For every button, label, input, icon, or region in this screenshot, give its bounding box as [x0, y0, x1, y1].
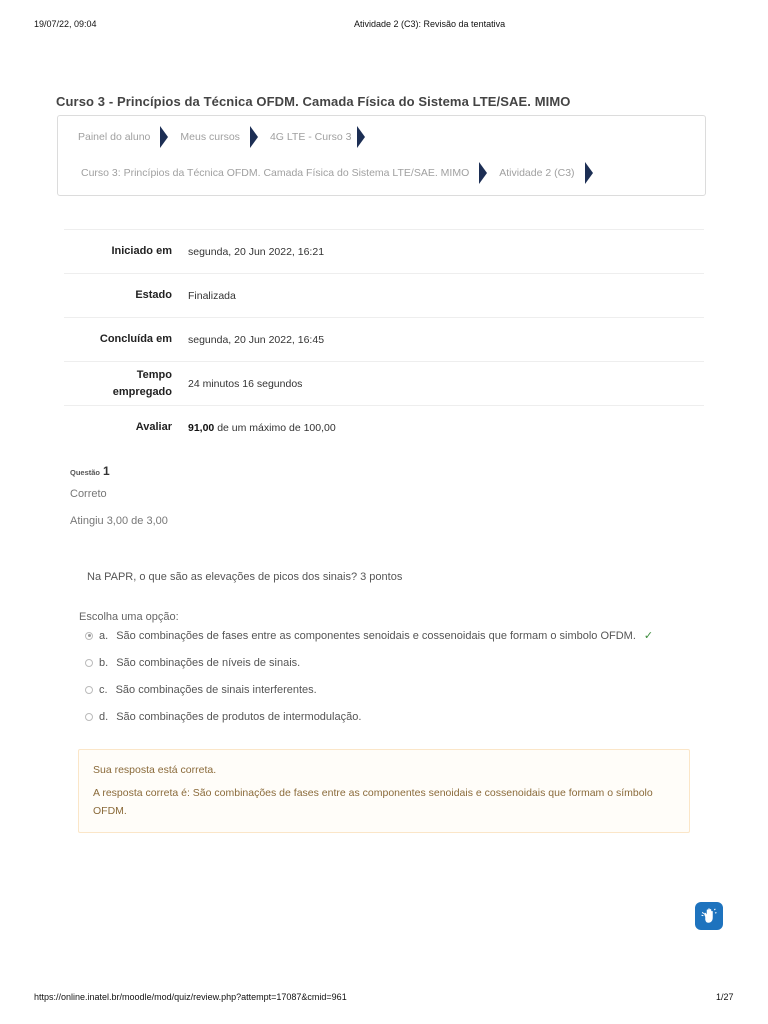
summary-label: Iniciado em — [111, 245, 172, 257]
accessibility-button[interactable] — [695, 902, 723, 930]
summary-value: 24 minutos 16 segundos — [188, 377, 303, 390]
question-state: Correto — [70, 488, 107, 500]
summary-label — [64, 367, 172, 401]
summary-row-completed — [64, 317, 704, 361]
option-letter: c. — [99, 684, 108, 696]
answer-option-b[interactable] — [85, 657, 300, 669]
summary-label: Concluída em — [99, 333, 172, 345]
feedback-correct-answer: A resposta correta é: São combinações de fases entre as componentes senoidais e cossenoidais que formam o símbolo OFDM. — [93, 787, 653, 817]
summary-row-grade — [64, 405, 704, 449]
summary-label-line: Tempo — [136, 368, 172, 381]
question-grade: Atingiu 3,00 de 3,00 — [70, 515, 168, 527]
grade-score: 91,00 — [188, 421, 215, 434]
hand-sign-language-icon — [700, 907, 718, 925]
breadcrumb-link-my-courses[interactable]: Meus cursos — [180, 131, 240, 143]
answer-option-d[interactable] — [85, 711, 361, 723]
option-text: São combinações de fases entre as componentes senoidais e cossenoidais que formam o simbolo OFDM. — [116, 629, 636, 642]
breadcrumb-link-course[interactable]: Curso 3: Princípios da Técnica OFDM. Camada Física do Sistema LTE/SAE. MIMO — [81, 167, 470, 179]
option-text: São combinações de níveis de sinais. — [116, 657, 301, 669]
option-text: São combinações de sinais interferentes. — [115, 684, 317, 696]
radio-icon[interactable] — [85, 713, 93, 721]
breadcrumb-link-course-category[interactable]: 4G LTE - Curso 3 — [269, 131, 352, 143]
radio-icon[interactable] — [85, 686, 93, 694]
question-number: 1 — [103, 464, 110, 478]
breadcrumb — [57, 115, 706, 196]
answer-option-c[interactable] — [85, 684, 317, 696]
breadcrumb-separator-icon — [585, 162, 593, 184]
summary-label: Estado — [135, 289, 172, 301]
summary-row-state — [64, 273, 704, 317]
radio-selected-icon[interactable] — [85, 632, 93, 640]
option-letter: a. — [99, 629, 109, 642]
breadcrumb-link-dashboard[interactable]: Painel do aluno — [78, 131, 151, 143]
breadcrumb-separator-icon — [479, 162, 487, 184]
breadcrumb-separator-icon — [250, 126, 258, 148]
summary-row-started — [64, 229, 704, 273]
question-info — [70, 462, 110, 480]
option-text: São combinações de produtos de intermodulação. — [116, 711, 362, 723]
answer-option-a[interactable] — [85, 629, 653, 642]
summary-value: Finalizada — [188, 289, 236, 302]
summary-label: Avaliar — [135, 421, 172, 433]
feedback-box — [78, 749, 690, 833]
course-title: Curso 3 - Princípios da Técnica OFDM. Camada Física do Sistema LTE/SAE. MIMO — [56, 94, 571, 109]
feedback-status: Sua resposta está correta. — [93, 764, 217, 776]
radio-icon[interactable] — [85, 659, 93, 667]
question-text: Na PAPR, o que são as elevações de picos dos sinais? 3 pontos — [87, 571, 403, 583]
print-page-title: Atividade 2 (C3): Revisão da tentativa — [354, 19, 506, 29]
print-datetime: 19/07/22, 09:04 — [34, 19, 97, 29]
option-letter: b. — [99, 657, 109, 669]
breadcrumb-link-activity[interactable]: Atividade 2 (C3) — [499, 167, 575, 179]
print-page-number: 1/27 — [716, 992, 734, 1002]
summary-value: segunda, 20 Jun 2022, 16:45 — [188, 333, 325, 346]
answer-prompt: Escolha uma opção: — [79, 611, 179, 623]
grade-max: de um máximo de 100,00 — [217, 421, 336, 434]
correct-check-icon: ✓ — [643, 630, 654, 642]
summary-value: segunda, 20 Jun 2022, 16:21 — [188, 245, 325, 258]
breadcrumb-separator-icon — [357, 126, 365, 148]
question-label: Questão — [70, 468, 101, 477]
attempt-summary-table — [64, 229, 704, 449]
summary-row-time-taken — [64, 361, 704, 405]
option-letter: d. — [99, 711, 109, 723]
summary-label-line: empregado — [112, 385, 172, 398]
breadcrumb-separator-icon — [160, 126, 168, 148]
summary-value — [188, 422, 336, 434]
print-url: https://online.inatel.br/moodle/mod/quiz/review.php?attempt=17087&cmid=961 — [34, 992, 347, 1002]
